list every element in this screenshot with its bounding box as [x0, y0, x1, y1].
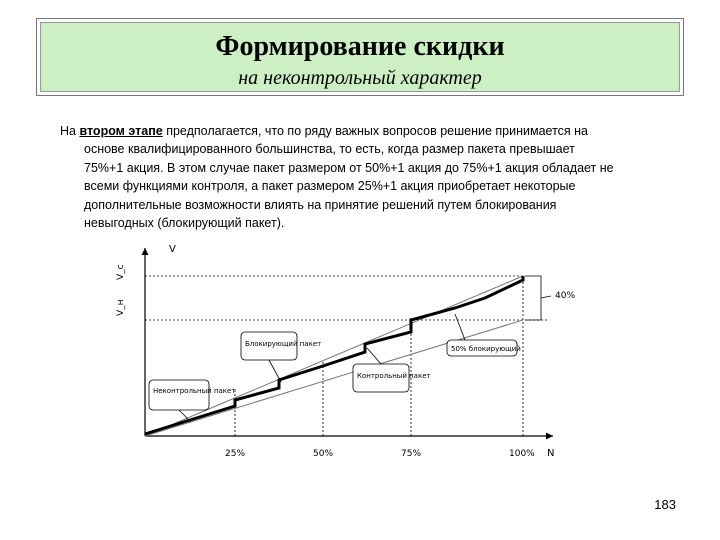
slide-subtitle: на неконтрольный характер	[238, 67, 482, 89]
callout-noncontrol-text: Неконтрольный пакет	[153, 387, 236, 395]
percent-brace	[525, 276, 551, 320]
x-tick-75: 75%	[401, 449, 422, 459]
x-tick-25: 25%	[225, 449, 246, 459]
diagonal-lower	[145, 320, 523, 436]
slide-title: Формирование скидки	[215, 31, 505, 62]
x-tick-100: 100%	[509, 449, 535, 459]
y-axis-label: V	[169, 244, 176, 255]
paragraph-line-3: 75%+1 акция. В этом случае пакет размером от 50%+1 акция до 75%+1 акция обладает не	[84, 160, 614, 175]
callout-blocking-pointer	[269, 360, 281, 382]
paragraph-line-1	[60, 122, 670, 140]
paragraph-line-5: дополнительные возможности влиять на принятие решений путем блокирования	[84, 197, 557, 212]
paragraph-lead: На	[60, 124, 80, 138]
body-paragraph	[60, 122, 670, 232]
paragraph-line-4: всеми функциями контроля, а пакет размером 25%+1 акция приобретает некоторые	[84, 179, 576, 194]
paragraph-line-1-rest: предполагается, что по ряду важных вопросов решение принимается на	[162, 124, 589, 138]
page-number: 183	[654, 497, 676, 512]
callout-major-pointer	[455, 314, 465, 340]
paragraph-emphasis: втором этапе	[79, 124, 163, 138]
x-axis-label: N	[547, 448, 555, 459]
y-mark-lower: V_н	[116, 299, 126, 316]
callout-blocking	[241, 332, 321, 382]
percent-label: 40%	[555, 291, 576, 301]
title-banner-fill	[40, 22, 680, 92]
callout-blocking-text: Блокирующий пакет	[245, 340, 322, 348]
discount-diagram	[105, 240, 585, 472]
x-tick-50: 50%	[313, 449, 334, 459]
paragraph-line-6: невыгодных (блокирующий пакет).	[84, 216, 285, 231]
callout-control-pointer	[367, 348, 381, 364]
callout-control-text: Контрольный пакет	[357, 372, 431, 380]
callout-major-text: 50% блокирующий	[451, 345, 521, 353]
y-mark-upper: V_c	[116, 264, 126, 280]
callout-control	[353, 348, 431, 392]
paragraph-line-2: основе квалифицированного большинства, то есть, когда размер пакета превышает	[84, 142, 575, 157]
title-banner	[36, 18, 684, 96]
